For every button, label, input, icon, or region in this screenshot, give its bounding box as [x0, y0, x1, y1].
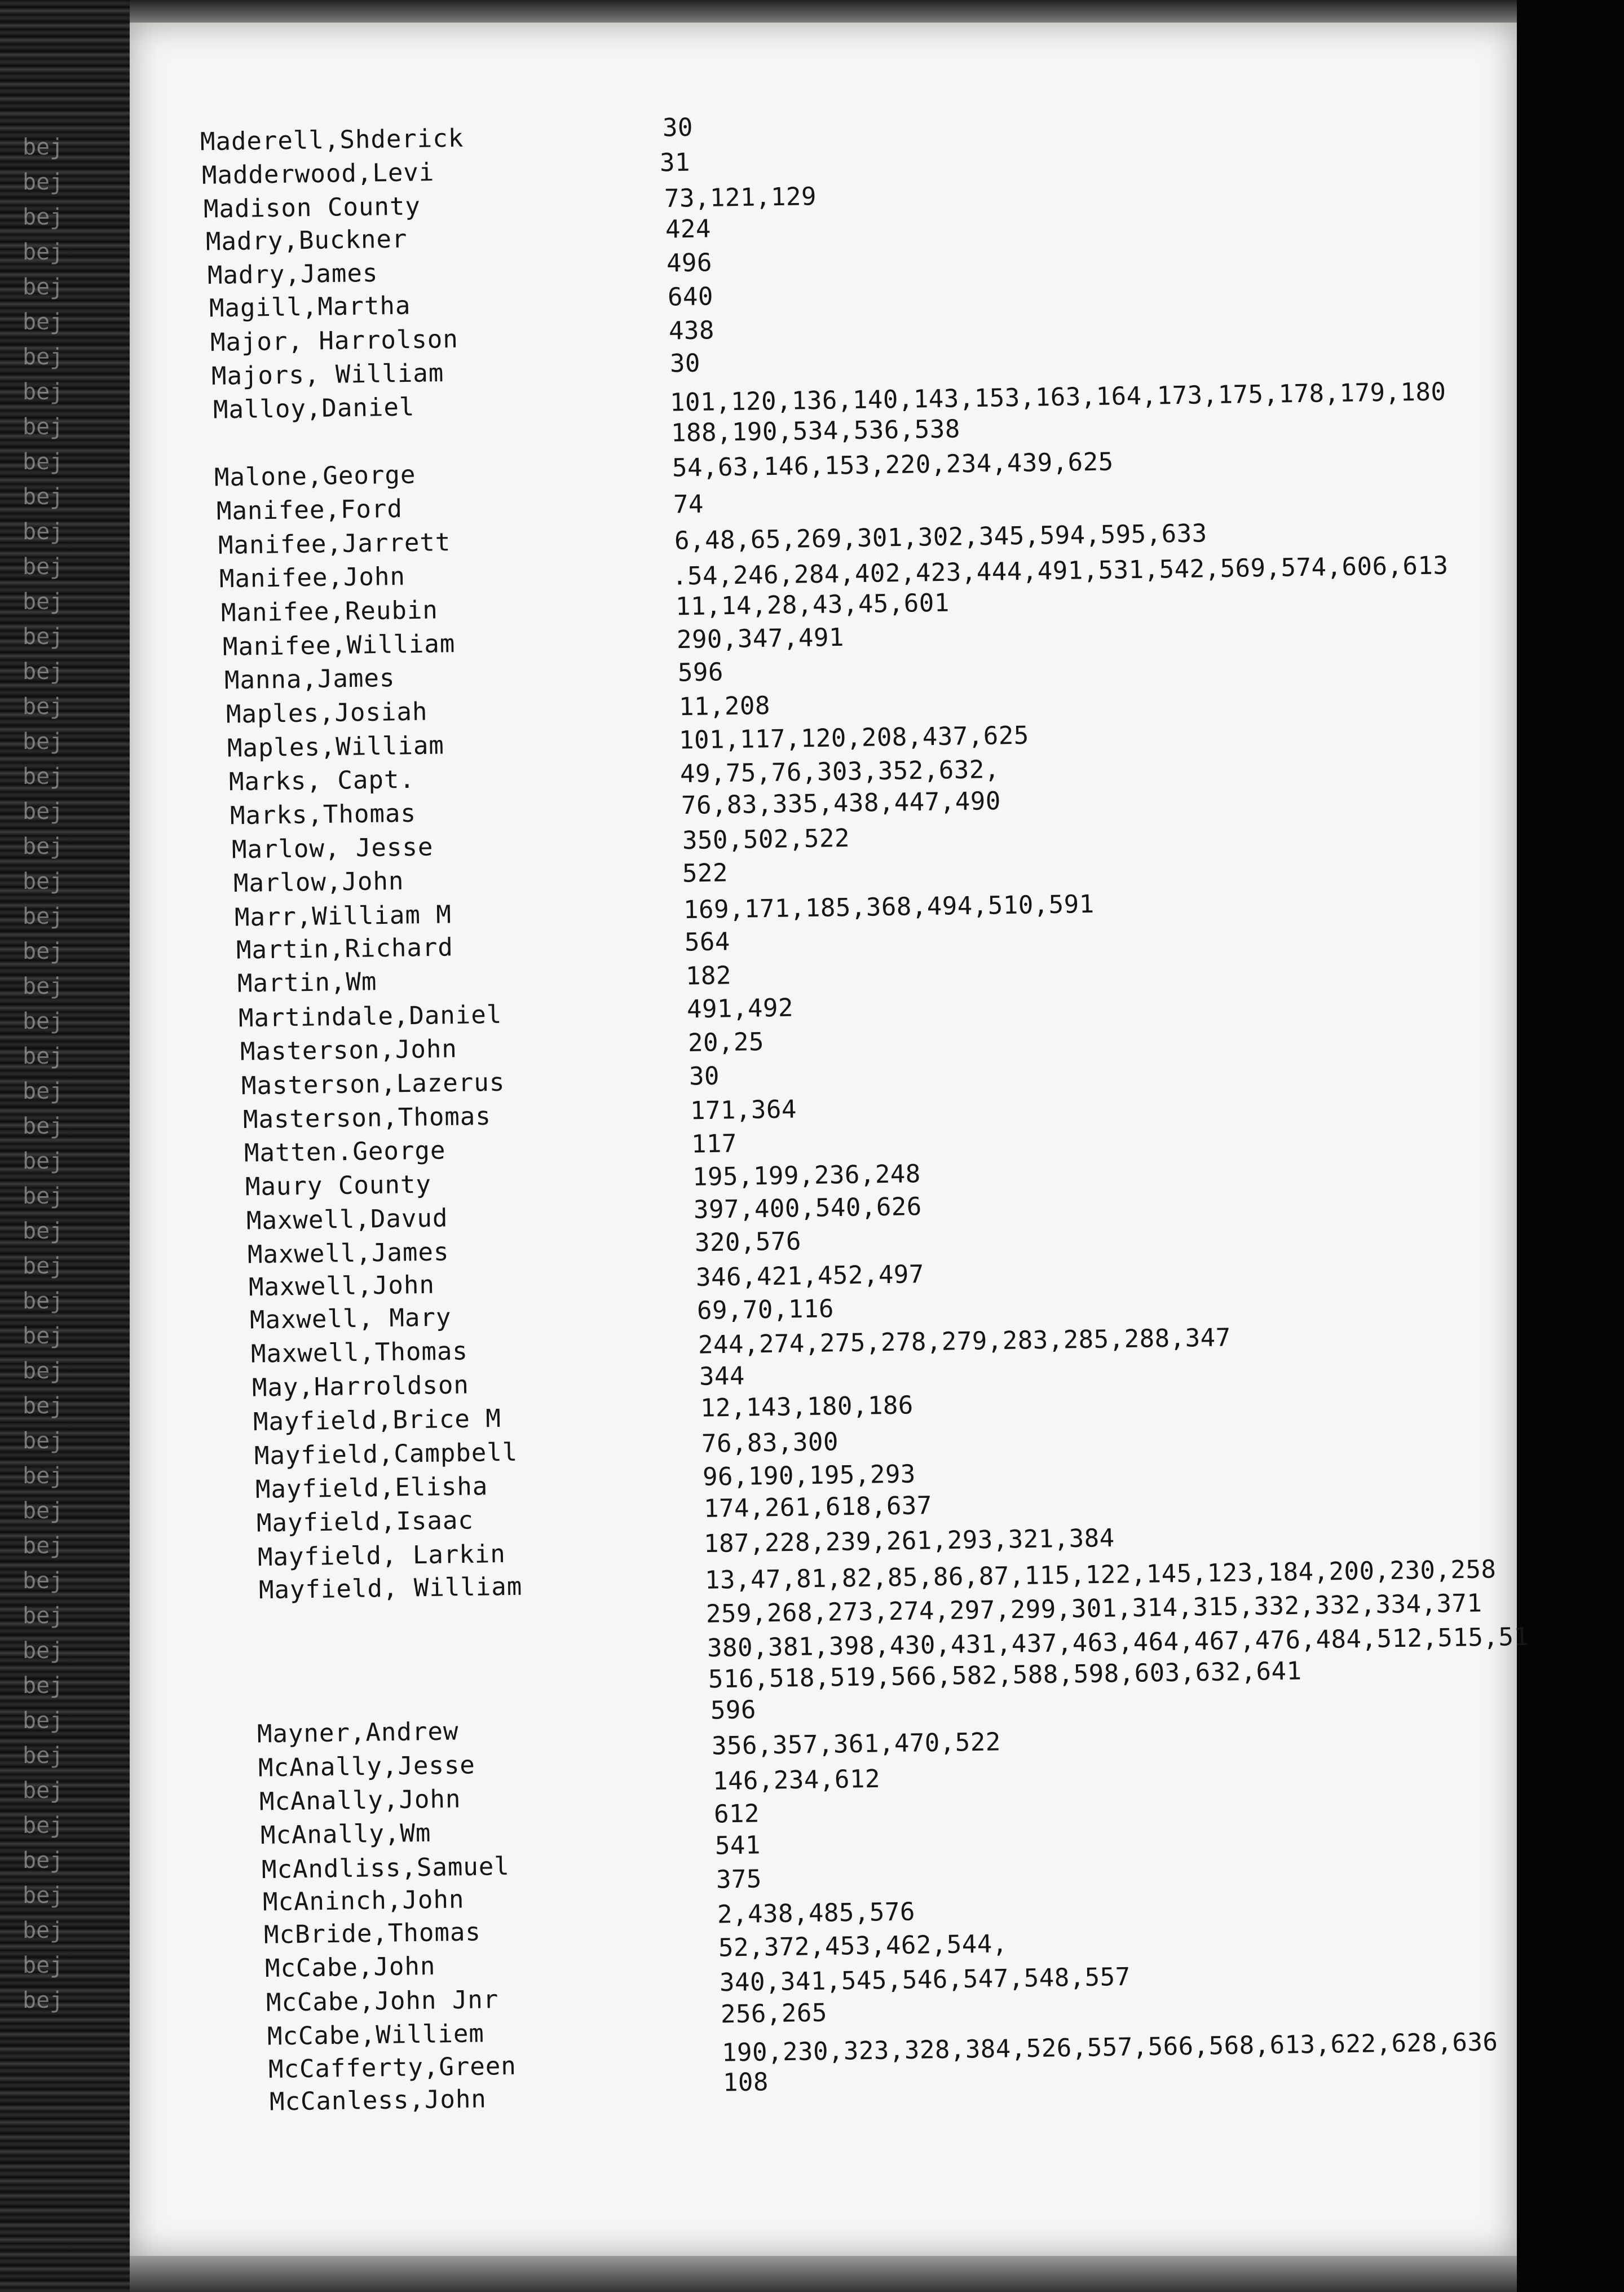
bleed-through-mark: bej — [23, 1568, 64, 1594]
index-entry-pages: 522 — [682, 858, 729, 888]
index-entry-pages: 49,75,76,303,352,632, — [679, 755, 1000, 788]
index-entry-name: McCafferty,Green — [268, 2051, 517, 2084]
bleed-through-mark: bej — [23, 1813, 64, 1839]
index-entry-pages: 69,70,116 — [696, 1294, 835, 1325]
bleed-through-mark: bej — [23, 973, 64, 999]
index-entry-name: Martin,Wm — [237, 967, 377, 998]
bleed-through-mark: bej — [23, 938, 64, 964]
index-entry-pages: 187,228,239,261,293,321,384 — [703, 1523, 1115, 1559]
index-entry-pages: 541 — [714, 1831, 761, 1861]
bleed-through-mark: bej — [23, 414, 64, 440]
index-entry-name: Martin,Richard — [236, 933, 454, 965]
index-entry-pages: 101,117,120,208,437,625 — [678, 721, 1030, 755]
index-entry-name: Maxwell,John — [248, 1270, 435, 1302]
index-entry-name: Maxwell,Davud — [246, 1204, 448, 1236]
bleed-through-mark: bej — [23, 624, 64, 650]
index-entry-pages: 96,190,195,293 — [702, 1460, 916, 1492]
bleed-through-mark: bej — [23, 1428, 64, 1454]
index-entry-name: Madry,Buckner — [205, 224, 408, 257]
index-entry-pages: 182 — [685, 961, 732, 991]
index-entry-name: McBride,Thomas — [263, 1918, 482, 1950]
bleed-through-mark: bej — [23, 1463, 64, 1489]
index-entry-pages: 350,502,522 — [682, 823, 850, 856]
index-entry-name: Majors, William — [211, 359, 444, 391]
index-entry-pages: 73,121,129 — [664, 182, 817, 213]
index-entry-pages: 496 — [666, 248, 713, 278]
index-entry-name: Marlow,John — [233, 866, 404, 898]
bleed-through-mark: bej — [23, 169, 64, 195]
index-entry-pages: 11,208 — [678, 691, 771, 722]
index-entry-pages: 76,83,300 — [701, 1427, 839, 1458]
index-entry-pages: 375 — [716, 1865, 762, 1894]
index-entry-name: Marlow, Jesse — [231, 832, 434, 865]
bleed-through-mark: bej — [23, 1743, 64, 1769]
index-entry-pages: 397,400,540,626 — [693, 1192, 923, 1224]
bleed-through-mark: bej — [23, 1323, 64, 1349]
bleed-through-mark: bej — [23, 834, 64, 860]
bleed-through-mark: bej — [23, 764, 64, 790]
bleed-through-mark: bej — [23, 903, 64, 929]
index-entry-pages: 31 — [659, 148, 691, 178]
index-entry-pages: 13,47,81,82,85,86,87,115,122,145,123,184,200,230,258 — [704, 1555, 1497, 1595]
index-entry-pages: 290,347,491 — [676, 623, 845, 655]
bleed-through-mark: bej — [23, 274, 64, 300]
bleed-through-mark: bej — [23, 1148, 64, 1174]
index-entry-pages: 612 — [713, 1799, 760, 1829]
bleed-through-mark: bej — [23, 729, 64, 755]
index-entry-name: Maury County — [245, 1170, 432, 1202]
index-entry-name: Masterson,Lazerus — [241, 1068, 505, 1101]
bleed-through-mark: bej — [23, 1638, 64, 1664]
bleed-through-mark: bej — [23, 1218, 64, 1244]
index-entry-name: Maples,William — [227, 731, 445, 763]
index-entry-pages: 12,143,180,186 — [700, 1391, 914, 1423]
bleed-through-mark: bej — [23, 1113, 64, 1139]
scanner-left-margin — [0, 0, 130, 2292]
index-entry-name: Maderell,Shderick — [200, 124, 464, 157]
index-entry-name: Masterson,Thomas — [242, 1101, 492, 1135]
index-entry-pages: 54,63,146,153,220,234,439,625 — [672, 447, 1114, 483]
bleed-through-mark: bej — [23, 1078, 64, 1104]
index-entry-name: Maxwell,James — [247, 1237, 449, 1270]
index-entry-pages: 596 — [677, 658, 724, 687]
bleed-through-mark: bej — [23, 1883, 64, 1908]
index-entry-name: Madison County — [203, 192, 421, 224]
scanner-top-margin — [130, 0, 1517, 23]
index-entry-name: Mayfield,Isaac — [256, 1506, 474, 1538]
bleed-through-mark: bej — [23, 1848, 64, 1874]
index-entry-pages: 346,421,452,497 — [695, 1260, 925, 1292]
index-entry-pages: 30 — [689, 1061, 720, 1091]
index-entry-pages: 117 — [691, 1129, 738, 1159]
index-entry-pages: 188,190,534,536,538 — [670, 415, 961, 448]
index-entry-pages: 76,83,335,438,447,490 — [681, 787, 1001, 820]
bleed-through-mark: bej — [23, 1778, 64, 1804]
bleed-through-mark: bej — [23, 449, 64, 475]
bleed-through-mark: bej — [23, 1393, 64, 1419]
index-entry-name: Mayfield,Brice M — [253, 1404, 502, 1437]
index-entry-pages: 256,265 — [720, 1998, 828, 2029]
index-entry-name: Mayfield, William — [258, 1572, 523, 1605]
bleed-through-mark: bej — [23, 1288, 64, 1314]
index-entry-pages: 340,341,545,546,547,548,557 — [719, 1962, 1131, 1998]
index-entry-name: May,Harroldson — [251, 1370, 470, 1403]
index-entry-name: Manifee,William — [222, 629, 456, 662]
bleed-through-mark: bej — [23, 1183, 64, 1209]
index-entry-pages: 101,120,136,140,143,153,163,164,173,175,178,179,180 — [669, 377, 1446, 417]
bleed-through-marks — [23, 130, 90, 2018]
bleed-through-mark: bej — [23, 1533, 64, 1559]
index-entry-name: McAnally,Jesse — [258, 1751, 476, 1783]
index-entry-pages: 2,438,485,576 — [717, 1897, 916, 1929]
bleed-through-mark: bej — [23, 484, 64, 510]
index-entry-name: Mayfield,Elisha — [255, 1472, 488, 1504]
bleed-through-mark: bej — [23, 1043, 64, 1069]
bleed-through-mark: bej — [23, 309, 64, 335]
index-entry-pages: 380,381,398,430,431,437,463,464,467,476,484,512,515,51 — [707, 1622, 1529, 1663]
index-entry-name: Manifee,Ford — [216, 494, 403, 526]
index-entry-name: McAndliss,Samuel — [261, 1852, 510, 1885]
index-entry-name: Mayfield, Larkin — [257, 1539, 506, 1572]
index-entry-name: Marr,William M — [234, 900, 452, 932]
index-entry-name: Magill,Martha — [209, 291, 411, 323]
index-page — [130, 23, 1529, 2256]
index-entry-pages: 195,199,236,248 — [692, 1160, 921, 1192]
bleed-through-mark: bej — [23, 554, 64, 580]
index-entry-name: McAninch,John — [262, 1885, 465, 1917]
bleed-through-mark: bej — [23, 379, 64, 405]
index-entry-name: Manna,James — [224, 663, 395, 695]
index-entry-pages: 424 — [665, 214, 712, 244]
index-entry-name: Mayfield,Campbell — [254, 1438, 518, 1471]
index-entry-pages: .54,246,284,402,423,444,491,531,542,569,574,606,613 — [672, 551, 1449, 591]
bleed-through-mark: bej — [23, 1253, 64, 1279]
index-entry-pages: 190,230,323,328,384,526,557,566,568,613,622,628,636 — [721, 2027, 1498, 2068]
bleed-through-mark: bej — [23, 799, 64, 825]
index-entry-pages: 169,171,185,368,494,510,591 — [683, 889, 1095, 925]
index-entry-name: Manifee,Jarrett — [218, 528, 451, 560]
index-entry-name: Manifee,John — [219, 562, 406, 594]
index-entry-name: Marks,Thomas — [230, 799, 417, 831]
index-entry-name: Matten.George — [244, 1136, 446, 1168]
index-entry-pages: 30 — [662, 113, 694, 143]
index-entry-pages: 146,234,612 — [712, 1764, 881, 1796]
index-entry-pages: 174,261,618,637 — [703, 1491, 933, 1523]
bleed-through-mark: bej — [23, 134, 64, 160]
bleed-through-mark: bej — [23, 1918, 64, 1943]
index-entry-name: McAnally,Wm — [260, 1818, 431, 1850]
index-entry-pages: 596 — [710, 1695, 757, 1725]
index-entry-pages: 244,274,275,278,279,283,285,288,347 — [698, 1323, 1231, 1360]
bleed-through-mark: bej — [23, 869, 64, 894]
index-entry-pages: 259,268,273,274,297,299,301,314,315,332,332,334,371 — [705, 1589, 1482, 1629]
index-entry-name: McCanless,John — [269, 2084, 487, 2117]
bleed-through-mark: bej — [23, 204, 64, 230]
bleed-through-mark: bej — [23, 589, 64, 615]
bleed-through-mark: bej — [23, 1358, 64, 1384]
index-entry-pages: 171,364 — [690, 1095, 797, 1126]
index-entry-pages: 11,14,28,43,45,601 — [675, 588, 950, 622]
index-entry-name: Masterson,John — [240, 1034, 458, 1066]
index-entry-name: Maples,Josiah — [226, 697, 428, 729]
index-entry-name: Malloy,Daniel — [213, 393, 415, 425]
index-entry-pages: 491,492 — [686, 993, 794, 1024]
scanner-right-margin — [1517, 0, 1624, 2292]
index-entry-name: McCabe,John Jnr — [266, 1985, 499, 2017]
index-entry-name: McCabe,John — [264, 1951, 436, 1984]
index-entry-pages: 320,576 — [694, 1227, 802, 1258]
index-entry-name: Mayner,Andrew — [257, 1717, 459, 1749]
index-entry-pages: 438 — [668, 316, 715, 346]
index-entry-pages: 20,25 — [687, 1028, 765, 1057]
index-entry-name: Martindale,Daniel — [238, 1000, 502, 1033]
bleed-through-mark: bej — [23, 519, 64, 545]
index-entry-pages: 108 — [722, 2068, 769, 2097]
bleed-through-mark: bej — [23, 344, 64, 370]
bleed-through-mark: bej — [23, 239, 64, 265]
index-entry-pages: 30 — [669, 349, 701, 378]
bleed-through-mark: bej — [23, 1673, 64, 1699]
index-entry-pages: 516,518,519,566,582,588,598,603,632,641 — [708, 1656, 1302, 1694]
index-entry-name: Malone,George — [214, 460, 416, 492]
bleed-through-mark: bej — [23, 694, 64, 720]
index-entry-name: Madderwood,Levi — [201, 158, 435, 190]
index-entry-name: McAnally,John — [259, 1784, 461, 1817]
bleed-through-mark: bej — [23, 1708, 64, 1734]
index-entry-name: Madry,James — [207, 258, 378, 290]
index-entry-name: Maxwell,Thomas — [250, 1337, 469, 1369]
index-entry-pages: 52,372,453,462,544, — [718, 1929, 1008, 1963]
bleed-through-mark: bej — [23, 1952, 64, 1978]
index-entry-name: Major, Harrolson — [210, 324, 459, 358]
bleed-through-mark: bej — [23, 1008, 64, 1034]
index-entry-name: Manifee,Reubin — [220, 596, 439, 628]
index-entry-name: McCabe,Williem — [267, 2019, 485, 2051]
index-entry-pages: 344 — [699, 1361, 745, 1391]
index-entry-name: Maxwell, Mary — [249, 1303, 452, 1335]
index-entry-pages: 356,357,361,470,522 — [711, 1727, 1001, 1761]
scanner-bottom-margin — [130, 2256, 1517, 2292]
bleed-through-mark: bej — [23, 1603, 64, 1629]
index-entry-name: Marks, Capt. — [228, 765, 416, 797]
index-entry-pages: 564 — [684, 927, 731, 957]
bleed-through-mark: bej — [23, 1498, 64, 1524]
index-entry-pages: 6,48,65,269,301,302,345,594,595,633 — [674, 519, 1207, 556]
bleed-through-mark: bej — [23, 1987, 64, 2013]
index-entry-pages: 74 — [673, 490, 704, 519]
bleed-through-mark: bej — [23, 659, 64, 685]
index-entry-pages: 640 — [667, 282, 714, 312]
